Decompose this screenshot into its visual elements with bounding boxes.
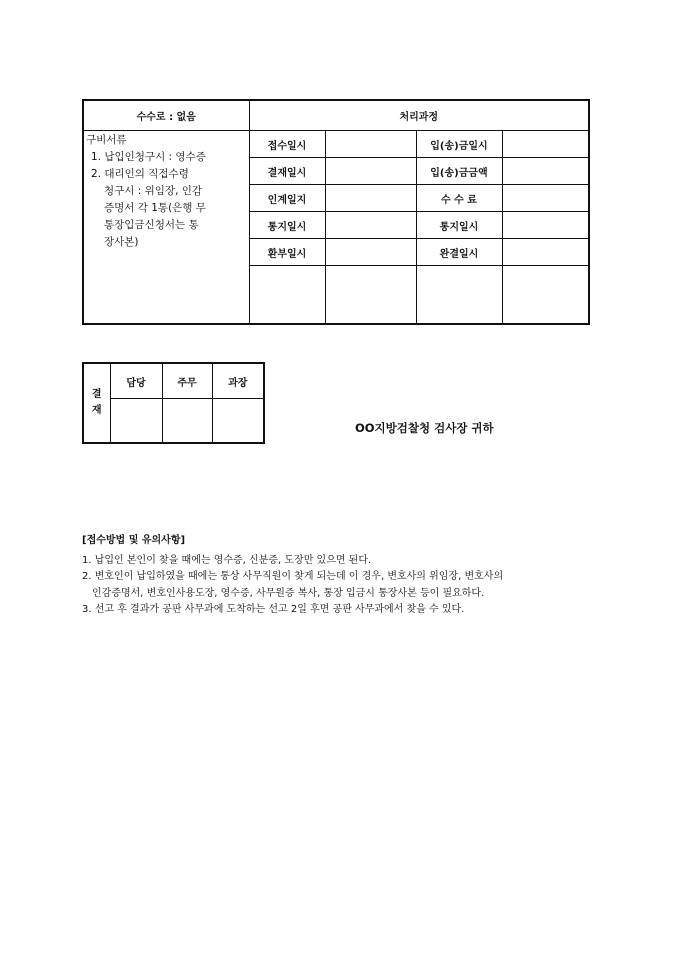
refund-datetime-label: 환부일시	[249, 239, 325, 266]
approval-side-label	[83, 363, 110, 443]
notice-datetime-label: 통지일시	[249, 212, 325, 239]
deposit-amount-label: 입(송)금금액	[416, 158, 502, 185]
fee-header: 수수로 : 없음	[83, 100, 249, 131]
approval-side-top: 결	[91, 389, 102, 400]
required-documents-cell	[83, 131, 249, 325]
blank-cell-4[interactable]	[502, 266, 589, 325]
notes-item-1: 1. 납입인 본인이 찾을 때에는 영수증, 신분증, 도장만 있으면 된다.	[82, 554, 372, 566]
approval-sign-chief[interactable]	[162, 399, 212, 444]
process-header: 처리과정	[249, 100, 589, 131]
approval-datetime-label: 결재일시	[249, 158, 325, 185]
deposit-amount-value[interactable]	[502, 158, 589, 185]
notes-item-3: 3. 선고 후 결과가 공판 사무과에 도착하는 선고 2일 후면 공판 사무과에서 찾을 수 있다.	[82, 604, 465, 615]
docs-title: 구비서류	[86, 134, 127, 146]
completion-datetime-label: 완결일시	[416, 239, 502, 266]
approval-sign-manager[interactable]	[110, 399, 162, 444]
receipt-datetime-value[interactable]	[325, 131, 416, 158]
fee-label: 수 수 료	[416, 185, 502, 212]
notice-datetime-label-2: 통지일시	[416, 212, 502, 239]
refund-datetime-value[interactable]	[325, 239, 416, 266]
blank-cell-3[interactable]	[416, 266, 502, 325]
docs-line-3: 청구시 : 위임장, 인감	[104, 185, 203, 197]
docs-line-2: 2. 대리인의 직접수령	[91, 168, 189, 180]
notes-section	[82, 533, 622, 619]
application-form-table	[82, 99, 590, 325]
blank-cell-2[interactable]	[325, 266, 416, 325]
handover-date-label: 인계일지	[249, 185, 325, 212]
approval-box	[82, 362, 265, 444]
docs-line-5: 통장입금신청서는 통	[104, 219, 199, 231]
notice-datetime-value-2[interactable]	[502, 212, 589, 239]
notes-item-2-continued: 인감증명서, 변호인사용도장, 영수증, 사무원증 복사, 통장 입금시 통장사본 등이 필요하다.	[92, 587, 485, 599]
notes-item-2: 2. 변호인이 납입하였을 때에는 통상 사무직원이 찾게 되는데 이 경우, 변호사의 위임장, 변호사의	[82, 571, 504, 582]
approval-col-chief: 주무	[162, 363, 212, 399]
blank-cell-1[interactable]	[249, 266, 325, 325]
docs-line-6: 장사본)	[104, 236, 139, 248]
notes-title: [접수방법 및 유의사항]	[82, 535, 186, 546]
completion-datetime-value[interactable]	[502, 239, 589, 266]
addressee: OO지방검찰청 검사장 귀하	[355, 421, 494, 435]
handover-date-value[interactable]	[325, 185, 416, 212]
approval-col-director: 과장	[212, 363, 264, 399]
approval-sign-director[interactable]	[212, 399, 264, 444]
docs-line-1: 1. 납입인청구시 : 영수증	[91, 151, 206, 163]
docs-line-4: 증명서 각 1통(은행 무	[104, 202, 206, 214]
fee-value[interactable]	[502, 185, 589, 212]
approval-datetime-value[interactable]	[325, 158, 416, 185]
deposit-datetime-label: 입(송)금일시	[416, 131, 502, 158]
notice-datetime-value[interactable]	[325, 212, 416, 239]
approval-col-manager: 담당	[110, 363, 162, 399]
deposit-datetime-value[interactable]	[502, 131, 589, 158]
approval-side-bottom: 재	[91, 405, 102, 416]
receipt-datetime-label: 접수일시	[249, 131, 325, 158]
